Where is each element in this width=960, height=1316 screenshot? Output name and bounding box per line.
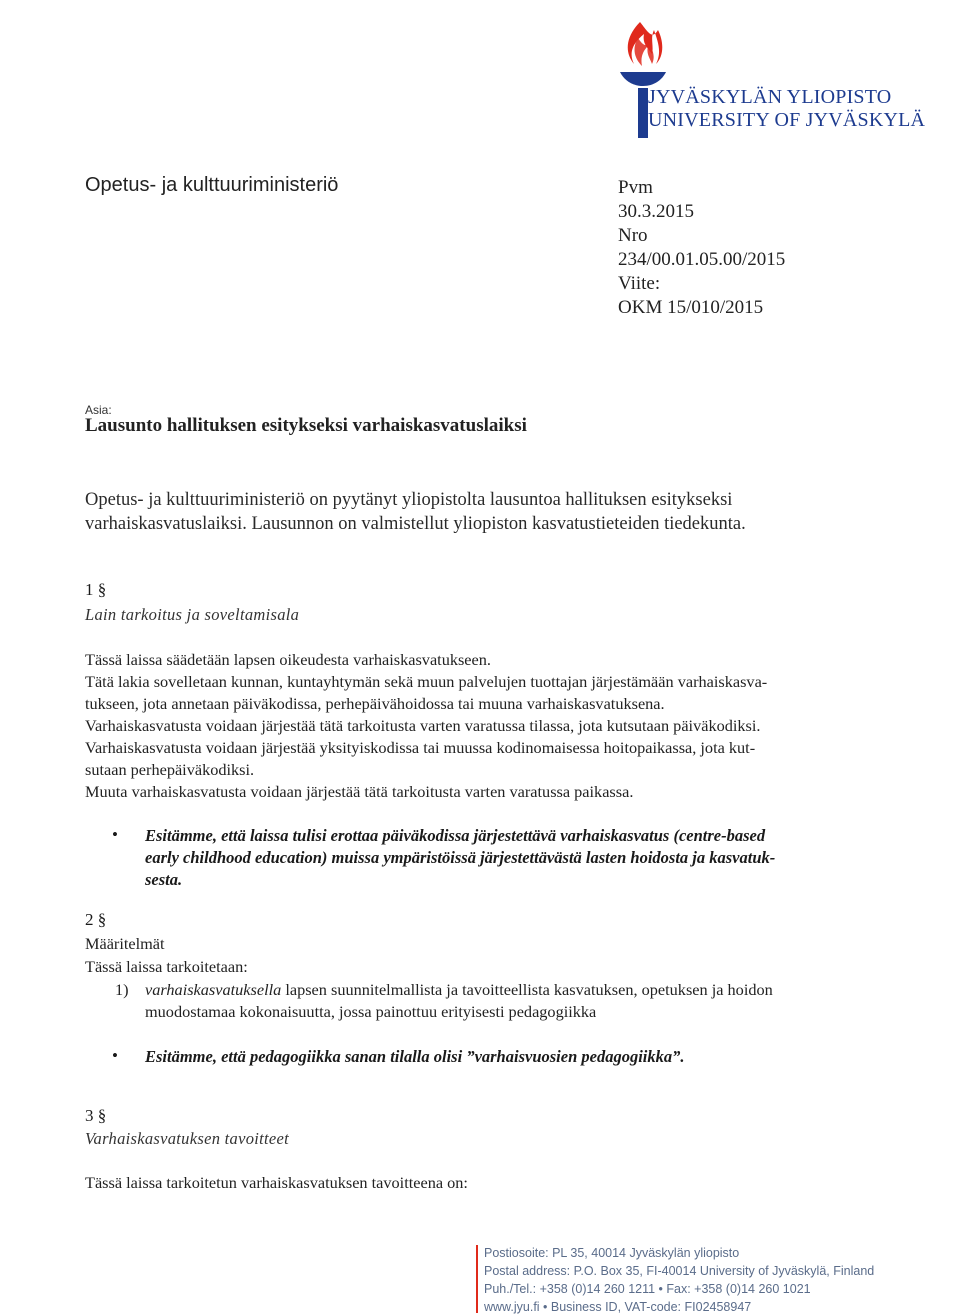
text-line: Tässä laissa säädetään lapsen oikeudesta varhaiskasvatukseen.: [85, 650, 491, 669]
section-3-number: 3 §: [85, 1106, 107, 1125]
text-line: tukseen, jota annetaan päiväkodissa, perhepäivähoidossa tai muuna varhaiskasvatuksena.: [85, 694, 665, 713]
footer-accent-bar: [476, 1245, 478, 1313]
footer-line: Postiosoite: PL 35, 40014 Jyväskylän yliopisto: [484, 1246, 740, 1260]
section-3-title: Varhaiskasvatuksen tavoitteet: [85, 1129, 290, 1148]
subject-label: Asia:: [85, 403, 112, 417]
reference-value: OKM 15/010/2015: [618, 297, 764, 318]
definition-text: lapsen suunnitelmallista ja tavoitteellista kasvatuksen, opetuksen ja hoidon: [281, 980, 773, 999]
footer-line: Postal address: P.O. Box 35, FI-40014 University of Jyväskylä, Finland: [484, 1264, 875, 1278]
intro-paragraph: [85, 488, 885, 536]
university-name-en: UNIVERSITY OF JYVÄSKYLÄ: [648, 109, 926, 131]
section-2-title: Määritelmät: [85, 934, 165, 953]
section-1-title: Lain tarkoitus ja soveltamisala: [85, 605, 300, 624]
number-label: Nro: [618, 225, 648, 246]
section-1-text: [85, 649, 885, 803]
proposal-line: early childhood education) muissa ympäristöissä järjestettävästä lasten hoidosta ja kasvatuk-: [145, 848, 776, 867]
text-line: Varhaiskasvatusta voidaan järjestää yksityiskodissa tai muussa kodinomaisessa hoitopaikassa, jota kut-: [85, 738, 756, 757]
date-value: 30.3.2015: [618, 201, 694, 222]
proposal-line: Esitämme, että laissa tulisi erottaa päiväkodissa järjestettävä varhaiskasvatus (centre-based: [145, 826, 766, 845]
bullet-point: •: [112, 1046, 118, 1065]
number-value: 234/00.01.05.00/2015: [618, 249, 786, 270]
definition-1: [145, 979, 905, 1001]
footer-line: Puh./Tel.: +358 (0)14 260 1211 • Fax: +358 (0)14 260 1021: [484, 1282, 811, 1296]
footer-address: [484, 1244, 874, 1316]
proposal-line: sesta.: [145, 870, 183, 889]
reference-label: Viite:: [618, 273, 661, 294]
text-line: Tätä lakia sovelletaan kunnan, kuntayhtymän sekä muun palvelujen tuottajan järjestämään varhaiskasva-: [85, 672, 768, 691]
definition-1-cont: muodostamaa kokonaisuutta, jossa painottuu erityisesti pedagogiikka: [145, 1002, 597, 1021]
university-name: [648, 86, 925, 132]
definition-marker: 1): [115, 980, 129, 999]
university-name-fi: JYVÄSKYLÄN YLIOPISTO: [648, 86, 892, 108]
text-line: Muuta varhaiskasvatusta voidaan järjestää tätä tarkoitusta varten varatussa paikassa.: [85, 782, 634, 801]
section-1-number: 1 §: [85, 580, 107, 599]
document-meta: [618, 176, 785, 320]
proposal-2: Esitämme, että pedagogiikka sanan tilalla olisi ”varhaisvuosien pedagogiikka”.: [145, 1047, 685, 1066]
text-line: sutaan perhepäiväkodiksi.: [85, 760, 255, 779]
section-2-lead: Tässä laissa tarkoitetaan:: [85, 957, 248, 976]
intro-line: Opetus- ja kulttuuriministeriö on pyytänyt yliopistolta lausuntoa hallituksen esitykseksi: [85, 490, 733, 510]
definition-term: varhaiskasvatuksella: [145, 980, 282, 999]
bullet-point: •: [112, 825, 118, 844]
section-2-number: 2 §: [85, 910, 107, 929]
intro-line: varhaiskasvatuslaiksi. Lausunnon on valmistellut yliopiston kasvatustieteiden tiedekunta.: [85, 514, 746, 534]
proposal-1: [145, 825, 875, 891]
subject-title: Lausunto hallituksen esitykseksi varhaiskasvatuslaiksi: [85, 415, 527, 436]
section-3-lead: Tässä laissa tarkoitetun varhaiskasvatuksen tavoitteena on:: [85, 1173, 468, 1192]
text-line: Varhaiskasvatusta voidaan järjestää tätä tarkoitusta varten varatussa tilassa, jota kutsutaan päiväkodiksi.: [85, 716, 761, 735]
date-label: Pvm: [618, 177, 653, 198]
recipient: Opetus- ja kulttuuriministeriö: [85, 174, 339, 196]
footer-line: www.jyu.fi • Business ID, VAT-code: FI02458947: [484, 1300, 752, 1314]
